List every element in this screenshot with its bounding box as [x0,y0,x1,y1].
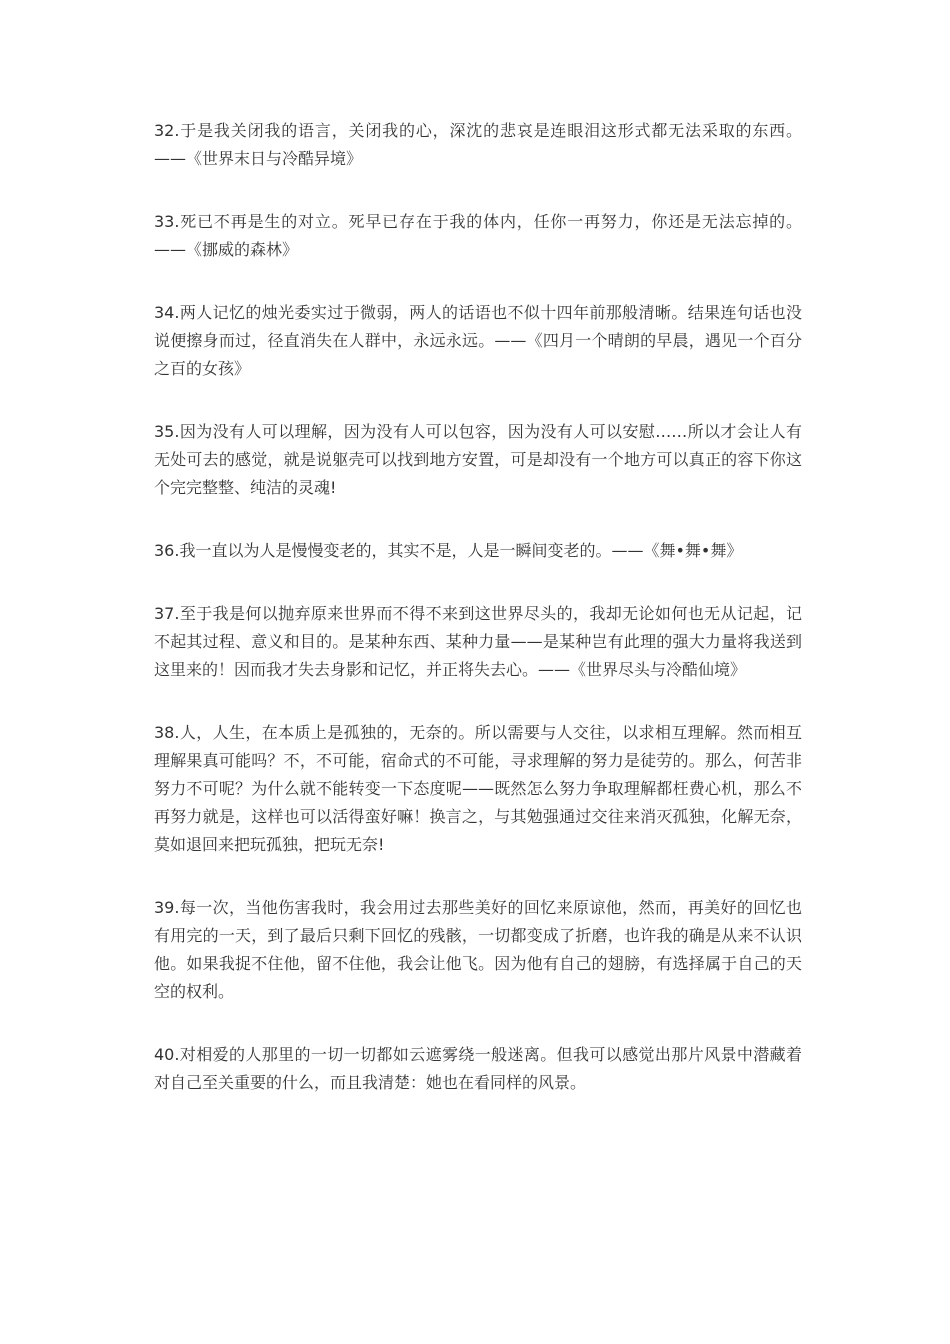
quote-33: 33.死已不再是生的对立。死早已存在于我的体内，任你一再努力，你还是无法忘掉的。——《挪威的森林》 [154,212,802,259]
quote-38: 38.人，人生，在本质上是孤独的，无奈的。所以需要与人交往，以求相互理解。然而相互理解果真可能吗？不，不可能，宿命式的不可能，寻求理解的努力是徒劳的。那么，何苦非努力不可呢？为什么就不能转变一下态度呢——既然怎么努力争取理解都枉费心机，那么不再努力就是，这样也可以活得蛮好嘛！换言之，与其勉强通过交往来消灭孤独，化解无奈，莫如退回来把玩孤独，把玩无奈! [154,723,802,854]
quote-34: 34.两人记忆的烛光委实过于微弱，两人的话语也不似十四年前那般清晰。结果连句话也没说便擦身而过，径直消失在人群中，永远永远。——《四月一个晴朗的早晨，遇见一个百分之百的女孩》 [154,303,802,378]
quote-35: 35.因为没有人可以理解，因为没有人可以包容，因为没有人可以安慰……所以才会让人有无处可去的感觉，就是说躯壳可以找到地方安置，可是却没有一个地方可以真正的容下你这个完完整整、纯洁的灵魂! [154,422,802,497]
quote-40: 40.对相爱的人那里的一切一切都如云遮雾绕一般迷离。但我可以感觉出那片风景中潜藏着对自己至关重要的什么，而且我清楚：她也在看同样的风景。 [154,1045,802,1092]
quote-39: 39.每一次，当他伤害我时，我会用过去那些美好的回忆来原谅他，然而，再美好的回忆也有用完的一天，到了最后只剩下回忆的残骸，一切都变成了折磨，也许我的确是从来不认识他。如果我捉不住他，留不住他，我会让他飞。因为他有自己的翅膀，有选择属于自己的天空的权利。 [154,898,802,1001]
quote-list [154,117,802,1132]
quote-36: 36.我一直以为人是慢慢变老的，其实不是，人是一瞬间变老的。——《舞•舞•舞》 [154,541,743,560]
quote-37: 37.至于我是何以抛弃原来世界而不得不来到这世界尽头的，我却无论如何也无从记起，记不起其过程、意义和目的。是某种东西、某种力量——是某种岂有此理的强大力量将我送到这里来的！因而我才失去身影和记忆，并正将失去心。——《世界尽头与冷酷仙境》 [154,604,802,679]
quote-32: 32.于是我关闭我的语言，关闭我的心，深沈的悲哀是连眼泪这形式都无法采取的东西。——《世界末日与冷酷异境》 [154,121,802,168]
